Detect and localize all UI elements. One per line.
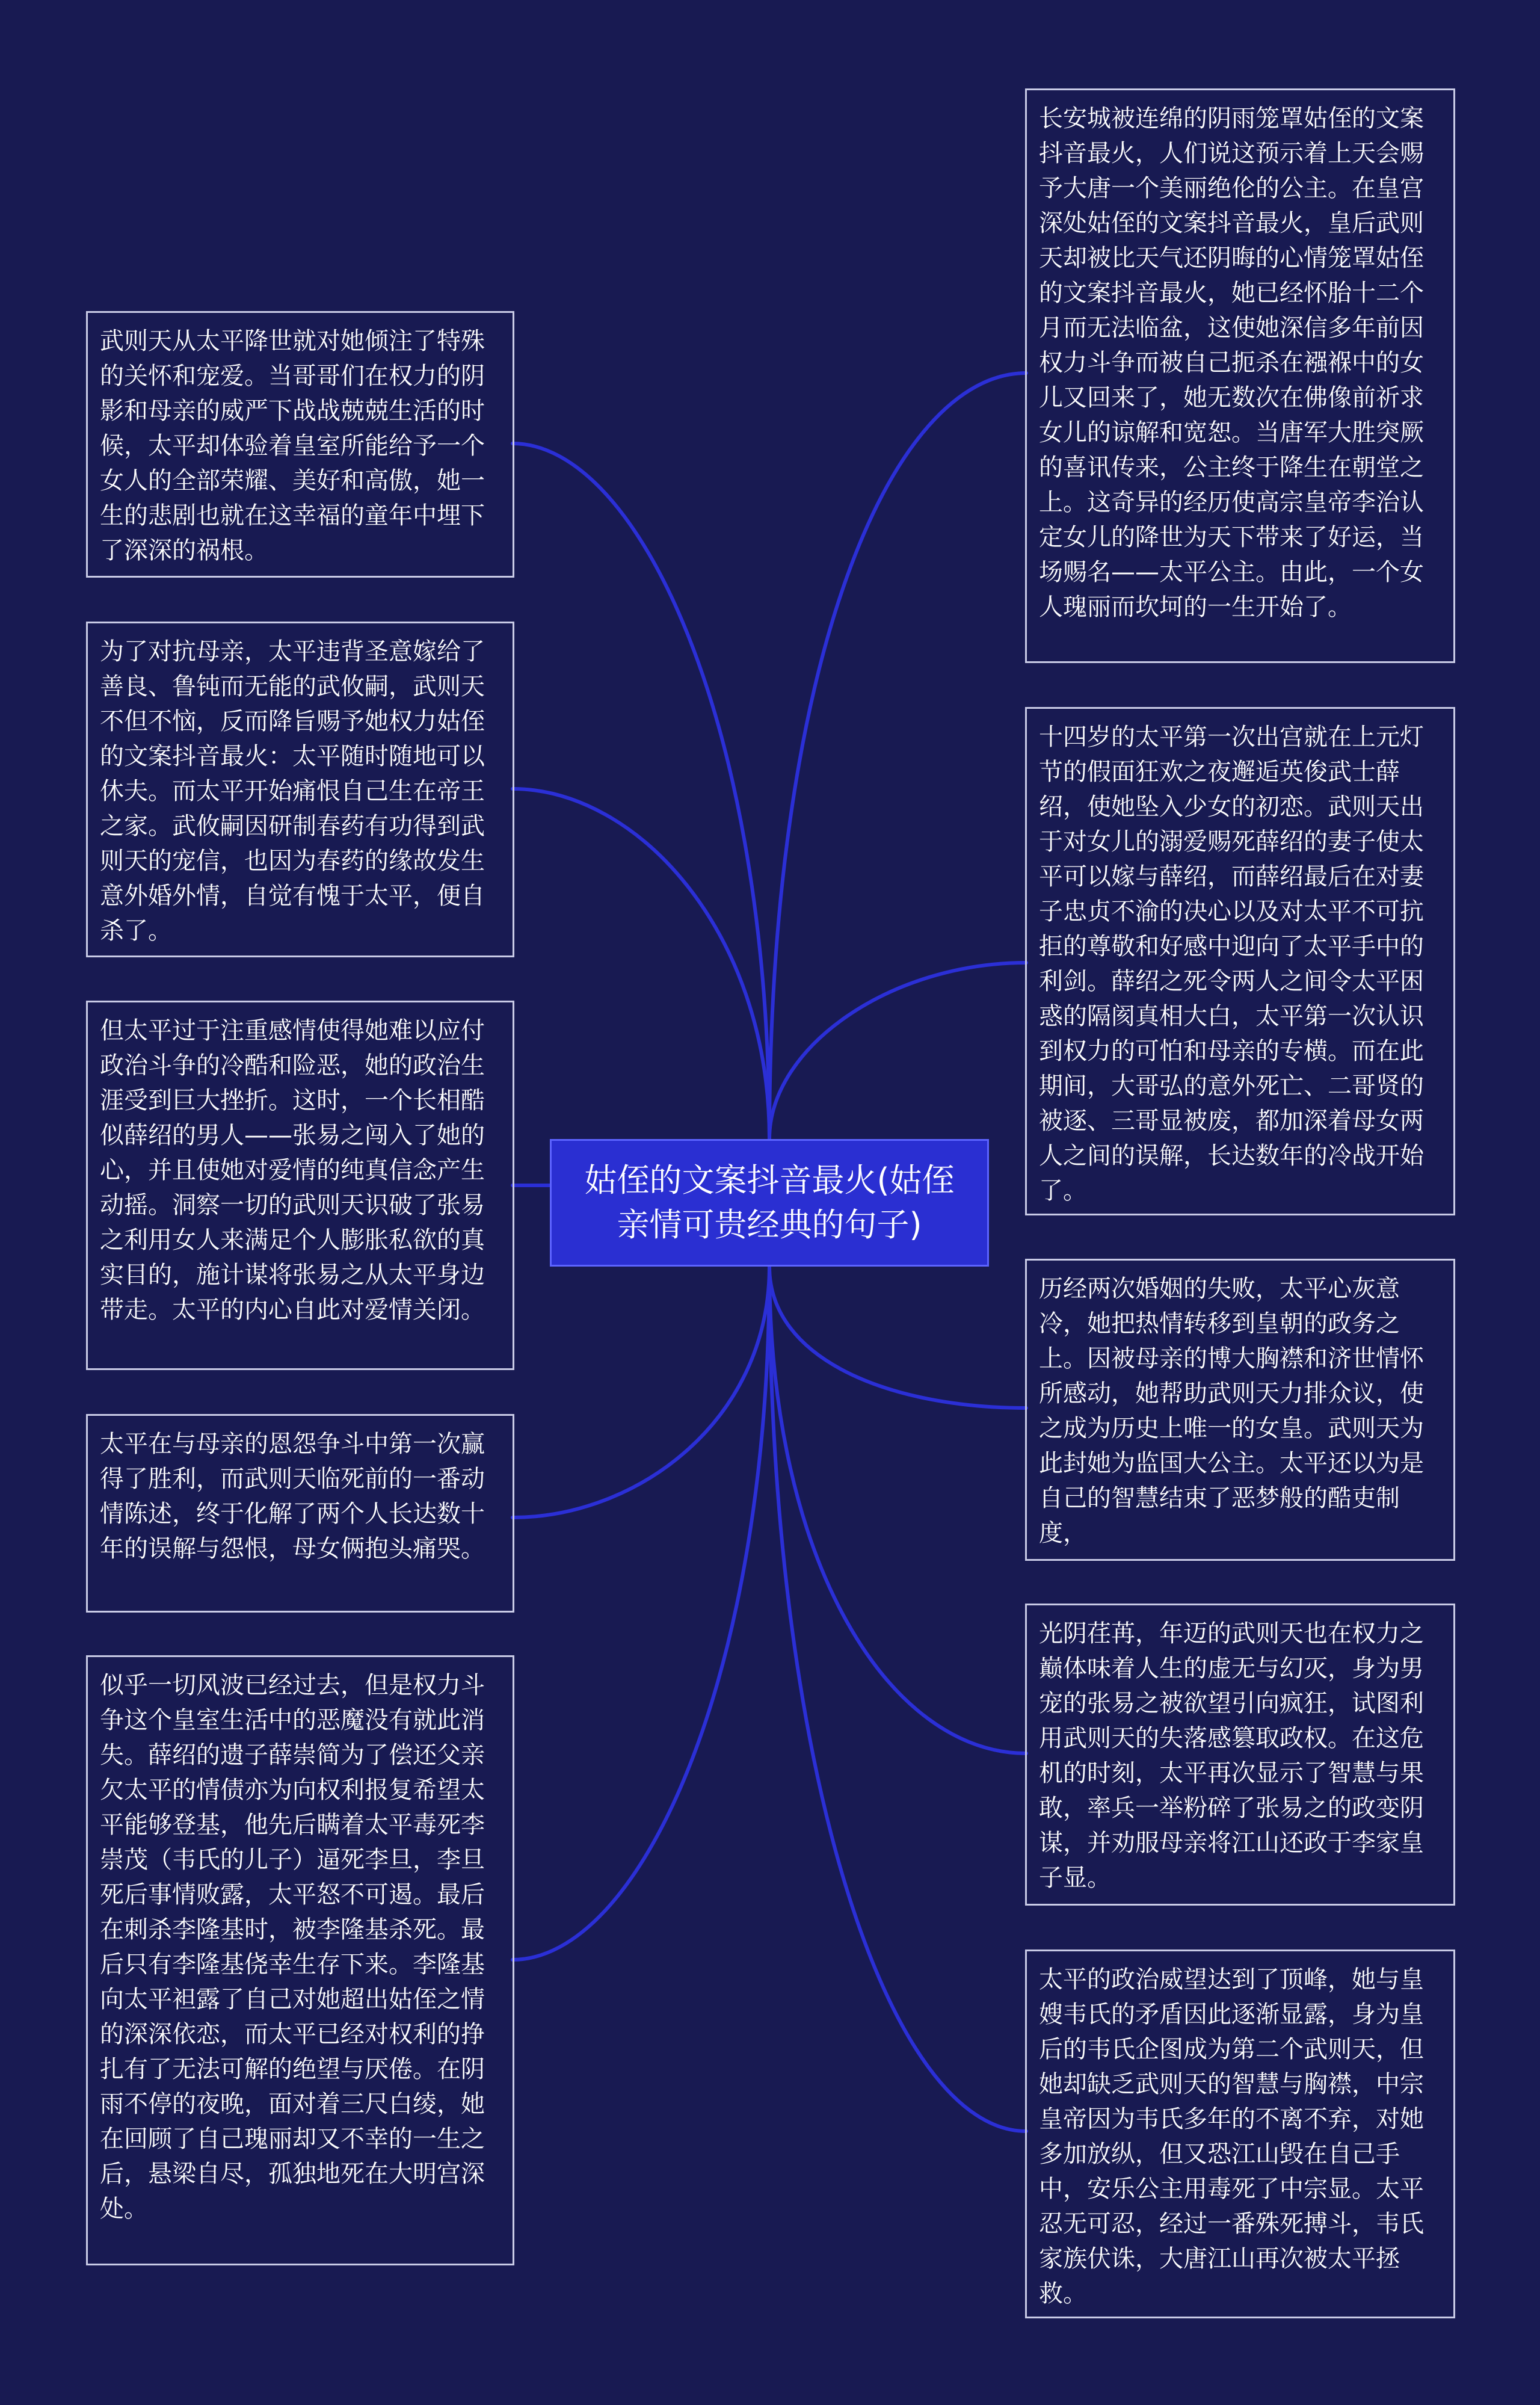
right-node-3-text: 历经两次婚姻的失败，太平心灰意冷，她把热情转移到皇朝的政务之上。因被母亲的博大胸襟和济世情怀所感动，她帮助武则天力排众议，使之成为历史上唯一的女皇。武则天为此封她为监国大公主。太平还以为是自己的智慧结束了恶梦般的酷吏制度， [1039, 1275, 1424, 1547]
link-right-4 [769, 1267, 1026, 1753]
link-right-1 [769, 373, 1026, 1139]
right-node-1-text: 长安城被连绵的阴雨笼罩姑侄的文案抖音最火，人们说这预示着上天会赐予大唐一个美丽绝伦的公主。在皇宫深处姑侄的文案抖音最火，皇后武则天却被比天气还阴晦的心情笼罩姑侄的文案抖音最火，她已经怀胎十二个月而无法临盆，这使她深信多年前因权力斗争而被自己扼杀在襁褓中的女儿又回来了，她无数次在佛像前祈求女儿的谅解和宽恕。当唐军大胜突厥的喜讯传来，公主终于降生在朝堂之上。这奇异的经历使高宗皇帝李治认定女儿的降世为天下带来了好运，当场赐名——太平公主。由此，一个女人瑰丽而坎坷的一生开始了。 [1039, 105, 1424, 621]
link-left-1 [513, 443, 769, 1139]
right-node-4-text: 光阴荏苒，年迈的武则天也在权力之巅体味着人生的虚无与幻灭，身为男宠的张易之被欲望引向疯狂，试图利用武则天的失落感篡取政权。在这危机的时刻，太平再次显示了智慧与果敢，率兵一举粉碎了张易之的政变阴谋，并劝服母亲将江山还政于李家皇子显。 [1039, 1620, 1424, 1892]
left-node-4-text: 太平在与母亲的恩怨争斗中第一次赢得了胜利，而武则天临死前的一番动情陈述，终于化解了两个人长达数十年的误解与怨恨，母女俩抱头痛哭。 [100, 1430, 485, 1563]
left-node-5-text: 似乎一切风波已经过去，但是权力斗争这个皇室生活中的恶魔没有就此消失。薛绍的遗子薛崇简为了偿还父亲欠太平的情债亦为向权利报复希望太平能够登基，他先后瞒着太平毒死李崇茂（韦氏的儿子）逼死李旦，李旦死后事情败露，太平怒不可遏。最后在刺杀李隆基时，被李隆基杀死。最后只有李隆基侥幸生存下来。李隆基向太平袒露了自己对她超出姑侄之情的深深依恋，而太平已经对权利的挣扎有了无法可解的绝望与厌倦。在阴雨不停的夜晚，面对着三尺白绫，她在回顾了自己瑰丽却又不幸的一生之后，悬梁自尽，孤独地死在大明宫深处。 [100, 1672, 485, 2223]
link-left-5 [513, 1267, 769, 1960]
left-node-3[interactable] [86, 1001, 514, 1370]
central-topic[interactable] [550, 1139, 989, 1267]
right-node-1[interactable] [1025, 88, 1455, 663]
left-node-2-text: 为了对抗母亲，太平违背圣意嫁给了善良、鲁钝而无能的武攸嗣，武则天不但不恼，反而降旨赐予她权力姑侄的文案抖音最火：太平随时随地可以休夫。而太平开始痛恨自己生在帝王之家。武攸嗣因研制春药有功得到武则天的宠信，也因为春药的缘故发生意外婚外情，自觉有愧于太平，便自杀了。 [100, 638, 485, 945]
link-left-2 [513, 789, 769, 1139]
left-node-3-text: 但太平过于注重感情使得她难以应付政治斗争的冷酷和险恶，她的政治生涯受到巨大挫折。这时，一个长相酷似薛绍的男人——张易之闯入了她的心，并且使她对爱情的纯真信念产生动摇。洞察一切的武则天识破了张易之利用女人来满足个人膨胀私欲的真实目的，施计谋将张易之从太平身边带走。太平的内心自此对爱情关闭。 [100, 1017, 485, 1324]
left-node-2[interactable] [86, 622, 514, 957]
right-node-3[interactable] [1025, 1259, 1455, 1561]
right-node-2[interactable] [1025, 707, 1455, 1215]
left-node-1[interactable] [86, 311, 514, 578]
link-right-2 [769, 963, 1026, 1139]
right-node-4[interactable] [1025, 1604, 1455, 1906]
central-topic-label: 姑侄的文案抖音最火(姑侄亲情可贵经典的句子) [584, 1161, 955, 1244]
left-node-5[interactable] [86, 1655, 514, 2265]
left-node-4[interactable] [86, 1414, 514, 1613]
right-node-2-text: 十四岁的太平第一次出宫就在上元灯节的假面狂欢之夜邂逅英俊武士薛绍，使她坠入少女的初恋。武则天出于对女儿的溺爱赐死薛绍的妻子使太平可以嫁与薛绍，而薛绍最后在对妻子忠贞不渝的决心以及对太平不可抗拒的尊敬和好感中迎向了太平手中的利剑。薛绍之死令两人之间令太平困惑的隔阂真相大白，太平第一次认识到权力的可怕和母亲的专横。而在此期间，大哥弘的意外死亡、二哥贤的被逐、三哥显被废，都加深着母女两人之间的误解，长达数年的冷战开始了。 [1039, 723, 1424, 1205]
right-node-5[interactable] [1025, 1950, 1455, 2318]
left-node-1-text: 武则天从太平降世就对她倾注了特殊的关怀和宠爱。当哥哥们在权力的阴影和母亲的威严下战战兢兢生活的时候，太平却体验着皇室所能给予一个女人的全部荣耀、美好和高傲，她一生的悲剧也就在这幸福的童年中埋下了深深的祸根。 [100, 327, 485, 564]
right-node-5-text: 太平的政治威望达到了顶峰，她与皇嫂韦氏的矛盾因此逐渐显露，身为皇后的韦氏企图成为第二个武则天，但她却缺乏武则天的智慧与胸襟，中宗皇帝因为韦氏多年的不离不弃，对她多加放纵，但又恐江山毁在自己手中，安乐公主用毒死了中宗显。太平忍无可忍，经过一番殊死搏斗，韦氏家族伏诛，大唐江山再次被太平拯救。 [1039, 1966, 1424, 2308]
link-right-3 [769, 1267, 1026, 1408]
link-left-4 [513, 1267, 769, 1517]
link-right-5 [769, 1267, 1026, 2131]
